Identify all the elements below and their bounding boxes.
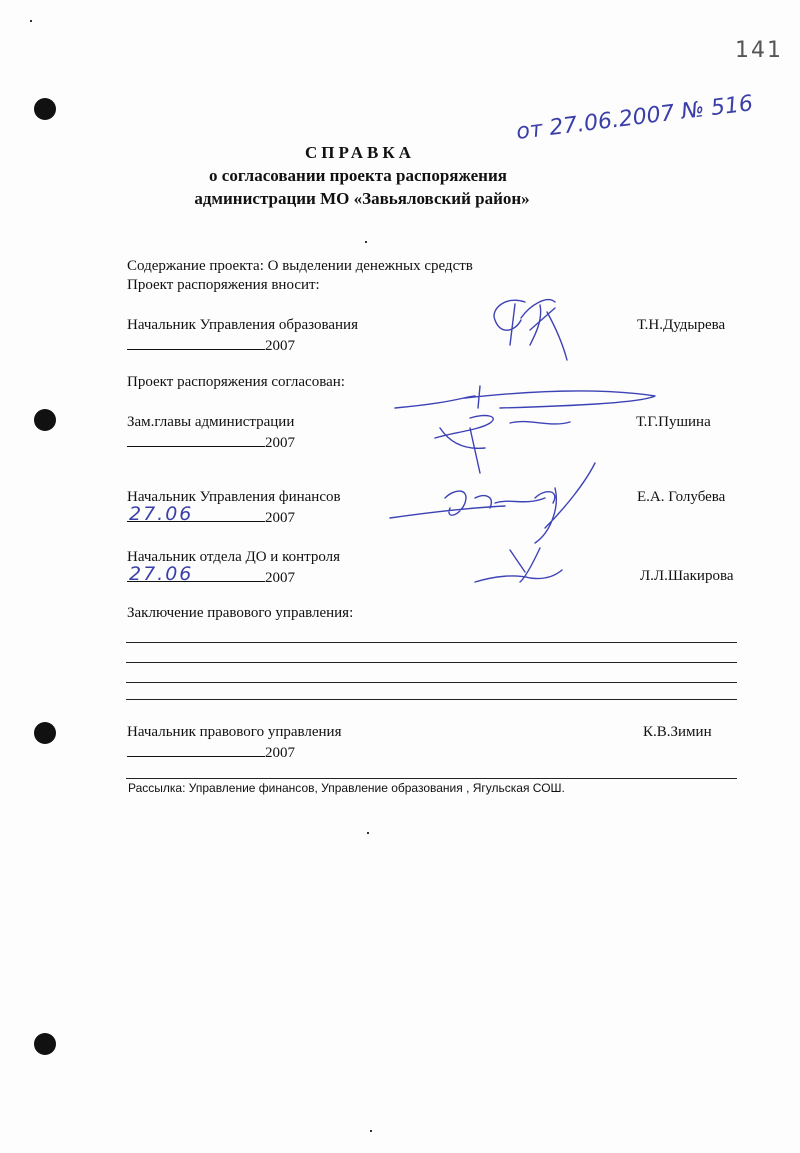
signatory-name: К.В.Зимин [643,724,712,740]
document-title-line-1: о согласовании проекта распоряжения [209,166,507,185]
conclusion-line [126,682,737,683]
scan-speck [370,1130,372,1132]
conclusion-line [126,642,737,643]
signature [470,540,570,590]
distribution-list: Рассылка: Управление финансов, Управление образования , Ягульская СОШ. [128,781,565,795]
signatory-date-line: 27.06 2007 [129,503,295,526]
date-blank [127,742,265,757]
signatory-date-line: 2007 [127,742,295,762]
signatory-name: Т.Г.Пушина [636,414,711,430]
signatory-position: Начальник Управления финансов [127,489,341,505]
date-blank: 27.06 [127,507,265,522]
distribution-divider [126,778,737,779]
handwritten-date-number: от 27.06.2007 № 516 [514,91,755,145]
signature [385,458,615,548]
legal-conclusion-label: Заключение правового управления: [127,605,354,621]
date-blank [127,335,265,350]
signature [485,290,575,365]
signatory-name: Л.Л.Шакирова [640,568,734,584]
signatory-name: Е.А. Голубева [637,489,726,505]
approved-label: Проект распоряжения согласован: [127,374,345,390]
submitted-by-label: Проект распоряжения вносит: [127,277,320,293]
conclusion-line [126,662,737,663]
signatory-date-line: 27.06 2007 [129,563,295,586]
signatory-position: Начальник правового управления [127,724,342,740]
page-number-handwritten: 141 [735,38,783,63]
signatory-date-line: 2007 [127,432,295,452]
signatory-date-line: 2007 [127,335,295,355]
document-heading: СПРАВКА [305,143,415,162]
project-subject: Содержание проекта: О выделении денежных средств [127,258,473,274]
binder-hole [34,409,56,431]
document-title-line-2: администрации МО «Завьяловский район» [194,189,530,208]
date-blank: 27.06 [127,567,265,582]
signatory-position: Начальник Управления образования [127,317,358,333]
binder-hole [34,722,56,744]
scan-speck [365,241,367,243]
signatory-name: Т.Н.Дудырева [637,317,726,333]
signatory-position: Зам.главы администрации [127,414,295,430]
scan-speck [367,832,369,834]
scan-speck [30,20,32,22]
signatory-position: Начальник отдела ДО и контроля [127,549,341,565]
binder-hole [34,98,56,120]
conclusion-line [126,699,737,700]
date-blank [127,432,265,447]
binder-hole [34,1033,56,1055]
